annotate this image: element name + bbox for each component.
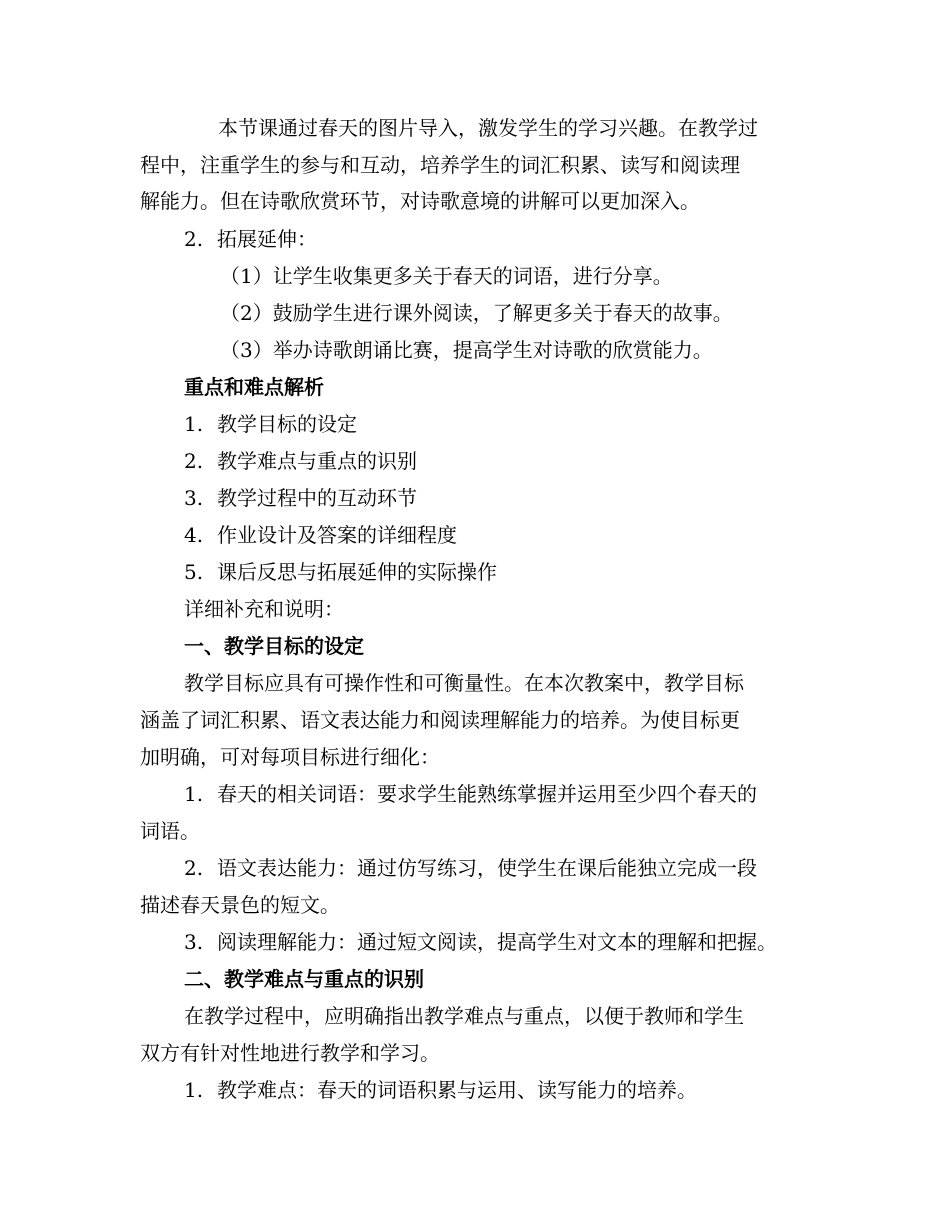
extension-title: 拓展延伸： — [217, 227, 317, 251]
goal-item-3 — [184, 929, 777, 955]
list-number: 3. — [184, 930, 204, 954]
list-number: 5. — [184, 560, 204, 584]
list-number: 2. — [184, 856, 204, 880]
analysis-item-5 — [184, 559, 497, 585]
difficulty-item-text: 教学难点：春天的词语积累与运用、读写能力的培养。 — [217, 1078, 697, 1102]
list-number: 3. — [184, 486, 204, 510]
goal-item-text: 语文表达能力：通过仿写练习，使学生在课后能独立完成一段 — [217, 856, 757, 880]
extension-item-2: （2）鼓励学生进行课外阅读，了解更多关于春天的故事。 — [220, 301, 733, 325]
analysis-item-text: 教学过程中的互动环节 — [217, 486, 417, 510]
list-number: 1. — [184, 412, 204, 436]
intro-line-1: 本节课通过春天的图片导入，激发学生的学习兴趣。在教学过 — [218, 116, 758, 140]
list-number: 4. — [184, 523, 204, 547]
analysis-item-2 — [184, 448, 417, 474]
analysis-item-4 — [184, 522, 457, 548]
goal-item-1 — [184, 781, 757, 807]
section-2-heading: 二、教学难点与重点的识别 — [184, 967, 424, 991]
goal-item-1-cont: 词语。 — [140, 819, 200, 843]
list-number: 1. — [184, 1078, 204, 1102]
section-1-heading: 一、教学目标的设定 — [184, 634, 364, 658]
extension-heading — [184, 226, 317, 252]
list-number: 2. — [184, 449, 204, 473]
difficulty-item-1 — [184, 1077, 697, 1103]
intro-line-2: 程中，注重学生的参与和互动，培养学生的词汇积累、读写和阅读理 — [140, 153, 740, 177]
extension-item-1: （1）让学生收集更多关于春天的词语，进行分享。 — [220, 264, 673, 288]
section-2-line-1: 在教学过程中，应明确指出教学难点与重点，以便于教师和学生 — [184, 1004, 744, 1028]
analysis-item-3 — [184, 485, 417, 511]
analysis-item-text: 课后反思与拓展延伸的实际操作 — [217, 560, 497, 584]
goal-item-text: 春天的相关词语：要求学生能熟练掌握并运用至少四个春天的 — [217, 782, 757, 806]
section-1-line-3: 加明确，可对每项目标进行细化： — [140, 745, 440, 769]
list-number: 1. — [184, 782, 204, 806]
intro-line-3: 解能力。但在诗歌欣赏环节，对诗歌意境的讲解可以更加深入。 — [140, 189, 700, 213]
section-1-line-1: 教学目标应具有可操作性和可衡量性。在本次教案中，教学目标 — [184, 671, 744, 695]
list-number: 2. — [184, 227, 204, 251]
section-2-line-2: 双方有针对性地进行教学和学习。 — [140, 1041, 440, 1065]
goal-item-text: 阅读理解能力：通过短文阅读，提高学生对文本的理解和把握。 — [217, 930, 777, 954]
analysis-item-text: 作业设计及答案的详细程度 — [217, 523, 457, 547]
analysis-item-1 — [184, 411, 357, 437]
analysis-item-text: 教学难点与重点的识别 — [217, 449, 417, 473]
analysis-heading: 重点和难点解析 — [184, 375, 324, 399]
goal-item-2-cont: 描述春天景色的短文。 — [140, 893, 340, 917]
analysis-item-text: 教学目标的设定 — [217, 412, 357, 436]
section-1-line-2: 涵盖了词汇积累、语文表达能力和阅读理解能力的培养。为使目标更 — [140, 708, 740, 732]
extension-item-3: （3）举办诗歌朗诵比赛，提高学生对诗歌的欣赏能力。 — [220, 338, 713, 362]
supplement-label: 详细补充和说明： — [184, 597, 344, 621]
goal-item-2 — [184, 855, 757, 881]
